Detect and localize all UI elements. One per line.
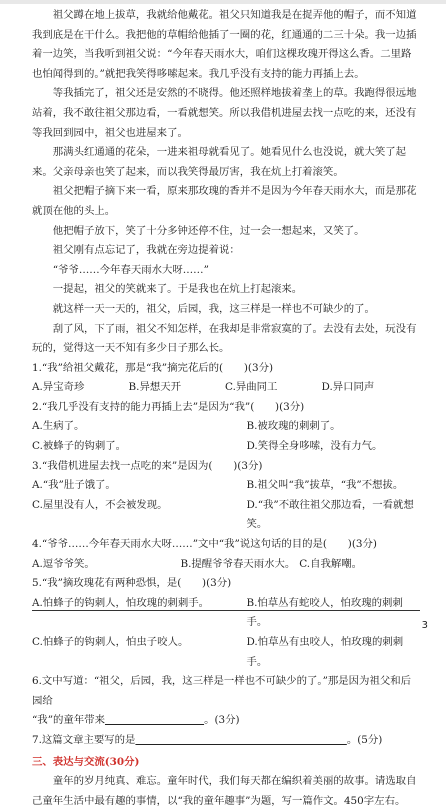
q1-option-d[interactable]: D.异口同声 [321,381,375,394]
passage-paragraph-9: 就这样一天一天的，祖父，后园，我，这三样是一样也不可缺少的了。 [52,302,375,315]
page-number: 3 [421,620,428,631]
q1-option-b[interactable]: B.异想天开 [128,381,182,394]
question-2-options [32,417,418,456]
q5-option-c[interactable]: C.怕蜂子的钩刺人，怕虫子咬人。 [32,636,189,648]
q3-option-c[interactable]: C.屋里没有人，不会被发现。 [32,498,168,511]
question-1-options [32,378,418,398]
question-4-options [32,555,418,575]
q5-option-a[interactable]: A.怕蜂子的钩刺人，怕玫瑰的刺刺手。 [32,596,210,609]
q2-option-a[interactable]: A.生病了。 [32,420,85,433]
question-2-stem: 2.“我几乎没有支持的能力再插上去”是因为“我”( )(3分) [32,400,305,413]
q7-suffix: 。(5分) [346,733,383,746]
question-6-line-2 [32,711,418,731]
q3-option-b[interactable]: B.祖父叫“我”拔草，“我”不想拔。 [246,479,404,492]
q3-option-d[interactable]: D.“我”不敢往祖父那边看，一看就想笑。 [246,498,414,531]
question-7 [32,731,418,751]
q2-option-b[interactable]: B.被玫瑰的刺刺了。 [246,420,341,433]
q7-answer-blank[interactable] [135,734,346,746]
q7-stem: 7.这篇文章主要写的是 [32,733,136,746]
passage-paragraph-10: 刮了风，下了雨，祖父不知怎样，在我却是非常寂寞的了。去没有去处，玩没有玩的，觉得这一天不知有多少日子那么长。 [32,322,417,355]
q5-option-b[interactable]: B.怕草丛有蛇咬人，怕玫瑰的刺刺手。 [246,596,403,629]
passage-paragraph-7: “爷爷……今年春天雨水大呀……” [52,263,209,276]
q1-option-a[interactable]: A.异宝奇珍 [32,381,85,394]
q6-answer-blank[interactable] [105,714,204,726]
top-border [0,0,446,4]
passage-paragraph-8: 一提起，祖父的笑就来了。于是我也在炕上打起滚来。 [52,283,303,296]
section-3-title: 三、表达与交流(30分) [32,755,140,768]
passage-paragraph-6: 祖父刚有点忘记了，我就在旁边提着说： [52,244,240,257]
passage-paragraph-1: 祖父蹲在地上拔草，我就给他戴花。祖父只知道我是在捉弄他的帽子，而不知道我到底是在干什么。我把他的草帽给他插了一圈的花，红通通的二三十朵。我一边插着一边笑，当我听到祖父说：“今年春天雨水大，咱们这棵玫瑰开得这么香。二里路也怕闻得到的。”就把我笑得哆嗦起来。我几乎没有支持的能力再插上去。 [32,9,417,80]
section-3-prompt: 童年的岁月纯真、难忘。童年时代，我们每天都在编织着美丽的故事。请选取自己童年生活中最有趣的事情，以“我的童年趣事”为题，写一篇作文。450字左右。 [32,775,417,807]
passage-paragraph-4: 祖父把帽子摘下来一看，原来那玫瑰的香并不是因为今年春天雨水大，而是那花就顶在他的头上。 [32,185,417,217]
q4-option-c[interactable]: C.自我解嘲。 [299,557,363,570]
writing-line [32,610,420,611]
q2-option-d[interactable]: D.笑得全身哆嗦，没有力气。 [246,440,383,453]
question-4-stem: 4.“爷爷……今年春天雨水大呀……”文中“我”说这句话的目的是( )(3分) [32,538,377,551]
passage-paragraph-5: 他把帽子放下，笑了十分多钟还停不住，过一会一想起来，又笑了。 [52,224,365,237]
question-1-stem: 1.“我”给祖父戴花，那是“我”摘完花后的( )(3分) [32,361,274,374]
question-3-stem: 3.“我借机进屋去找一点吃的来”是因为( )(3分) [32,459,263,472]
question-5-stem: 5.“我”摘玫瑰花有两种恐惧，是( )(3分) [32,577,232,590]
question-6-line-1: 6.文中写道：“祖父，后园，我，这三样是一样也不可缺少的了。”那是因为祖父和后园给 [32,675,412,707]
passage-paragraph-3: 那满头红通通的花朵，一进来祖母就看见了。她看见什么也没说，就大笑了起来。父亲母亲也笑了起来，而以我笑得最厉害，我在炕上打着滚笑。 [32,146,407,178]
q3-option-a[interactable]: A.“我”肚子饿了。 [32,479,116,492]
passage-paragraph-2: 等我插完了，祖父还是安然的不晓得。他还照样地拔着垄上的草。我跑得很远地站着，我不敢往祖父那边看，一看就想笑。所以我借机进屋去找一点吃的来，还没有等我回到园中，祖父也进屋来了。 [32,87,417,139]
q4-option-b[interactable]: B.提醒爷爷春天雨水大。 [180,557,296,570]
q6-suffix: 。(3分) [204,714,240,727]
q1-option-c[interactable]: C.异曲同工 [225,381,278,394]
q4-option-a[interactable]: A.逗爷爷笑。 [32,557,95,570]
content-area [32,6,418,811]
question-3-options [32,476,418,535]
question-5-options [32,594,418,672]
q5-option-d[interactable]: D.怕草丛有虫咬人，怕玫瑰的刺刺手。 [246,636,404,668]
q6-prefix: “我”的童年带来 [32,714,105,727]
q2-option-c[interactable]: C.被蜂子的钩刺了。 [32,440,127,453]
